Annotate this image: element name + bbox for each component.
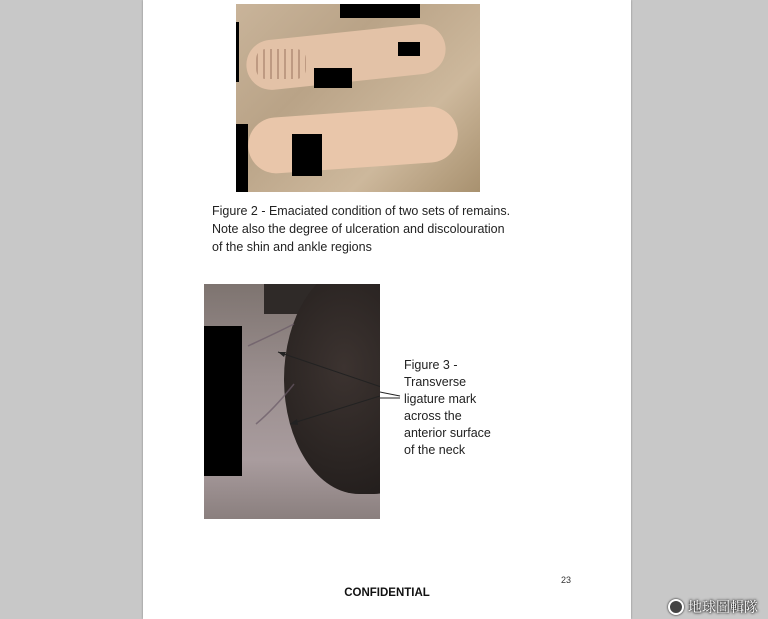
caption-line: ligature mark — [404, 392, 477, 406]
caption-line: of the shin and ankle regions — [212, 240, 372, 254]
redaction-box — [314, 68, 352, 88]
redaction-box — [340, 4, 420, 18]
caption-line: across the — [404, 409, 462, 423]
caption-line: Figure 2 - Emaciated condition of two sets of remains. — [212, 204, 511, 218]
watermark — [668, 597, 758, 617]
page-number: 23 — [561, 575, 572, 585]
watermark-text: 地球圖輯隊 — [688, 599, 758, 615]
figure-3-photo — [204, 284, 380, 519]
ribs-detail — [256, 49, 306, 79]
ligature-arrows — [204, 284, 380, 519]
figure-2-photo — [236, 4, 480, 192]
caption-line: anterior surface — [404, 426, 491, 440]
figure-3-caption — [404, 357, 524, 459]
caption-line: Transverse — [404, 375, 467, 389]
figure-2-caption — [212, 202, 522, 256]
remains-body-2 — [246, 105, 459, 176]
caption-line: of the neck — [404, 443, 466, 457]
redaction-box — [236, 22, 239, 82]
redaction-box — [236, 124, 248, 192]
redaction-box — [398, 42, 420, 56]
globe-icon — [668, 599, 684, 615]
confidential-footer: CONFIDENTIAL — [344, 587, 430, 599]
redaction-box — [292, 134, 322, 176]
caption-line: Figure 3 - — [404, 358, 458, 372]
document-page — [143, 0, 631, 619]
caption-line: Note also the degree of ulceration and discolouration — [212, 222, 505, 236]
